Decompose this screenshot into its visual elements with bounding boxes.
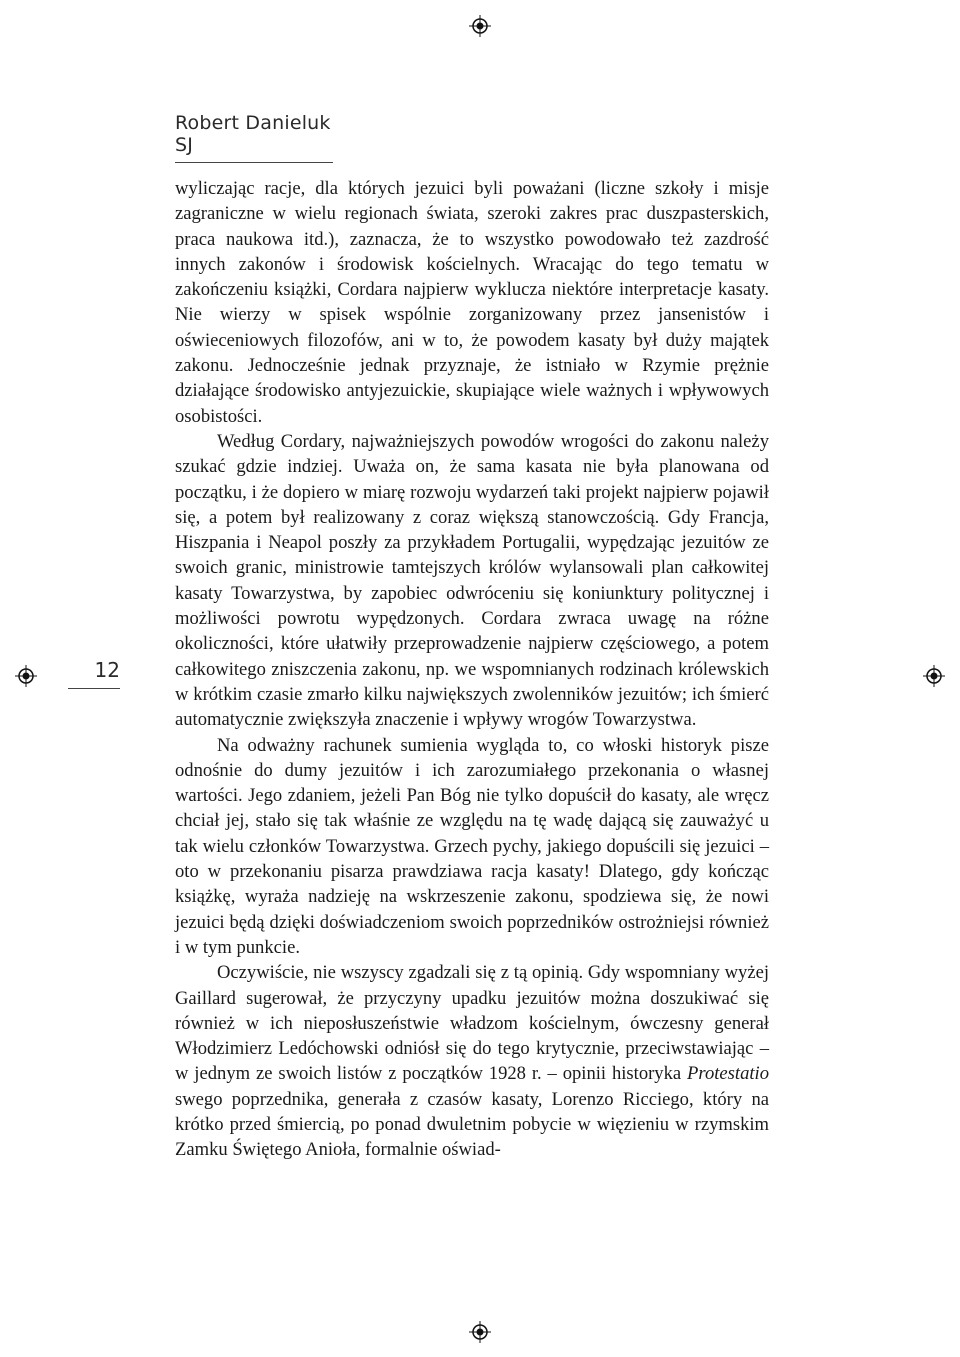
paragraph-1 <box>175 176 769 429</box>
running-header-author: Robert Danieluk SJ <box>175 112 333 163</box>
paragraph-text: wyliczając racje, dla których jezuici byli poważani (liczne szkoły i misje zagraniczne w wielu regionach świata, szeroki zakres prac duszpasterskich, praca naukowa itd.), zaznacza, że to wszystko powodowało też zazdrość innych zakonów i środowisk kościelnych. Wracając do tego tematu w zakończeniu książki, Cordara najpierw wyklucza niektóre interpretacje kasaty. Nie wierzy w spisek wspólnie zorganizowany przez jansenistów i oświeceniowych filozofów, ani w to, że powodem kasaty był duży majątek zakonu. Jednocześnie jednak przyznaje, że istniało w Rzymie prężnie działające środowisko antyjezuickie, skupiające wiele ważnych i wpływowych osobistości. <box>175 178 769 427</box>
paragraph-text: Według Cordary, najważniejszych powodów wrogości do zakonu należy szukać gdzie indziej. Uważa on, że sama kasata nie była planowana od początku, i że dopiero w miarę rozwoju wydarzeń taki projekt najpierw pojawił się, a potem był realizowany z coraz większą stanowczością. Gdy Francja, Hiszpania i Neapol poszły za przykładem Portugalii, wypędzając jezuitów ze swoich granic, ministrowie tamtejszych królów wylansowali plan całkowitej kasaty Towarzystwa, by zapobiec odwróceniu się koniunktury politycznej i możliwości powrotu wypędzonych. Cordara zwraca uwagę na różne okoliczności, które ułatwiły przeprowadzenie najpierw częściowego, a potem całkowitego zniszczenia zakonu, np. we wspomnianych rodzinach królewskich w krótkim czasie zmarło kilku największych zwolenników jezuitów; ich śmierć automatycznie zwiększyła znaczenie i wpływy wrogów Towarzystwa. <box>175 430 769 731</box>
registration-mark-top-icon <box>469 15 491 37</box>
paragraph-4 <box>175 960 769 1162</box>
paragraph-text: swego poprzednika, generała z czasów kasaty, Lorenzo Ricciego, który na krótko przed śmiercią, po ponad dwuletnim pobycie w więzieniu w rzymskim Zamku Świętego Anioła, formalnie oświad- <box>175 1088 769 1161</box>
body-text <box>175 176 769 1163</box>
registration-mark-left-icon <box>15 665 37 687</box>
paragraph-text: Oczywiście, nie wszyscy zgadzali się z tą opinią. Gdy wspomniany wyżej Gaillard sugerował, że przyczyny upadku jezuitów można doszukiwać się również w ich nieposłuszeństwie władzom kościelnym, ówczesny generał Włodzimierz Ledóchowski odniósł się do tego krytycznie, przeciwstawiając – w jednym ze swoich listów z początków 1928 r. – opinii historyka <box>175 962 769 1085</box>
registration-mark-right-icon <box>923 665 945 687</box>
italic-title: Protestatio <box>687 1063 769 1085</box>
paragraph-3 <box>175 733 769 961</box>
page-number: 12 <box>68 658 120 689</box>
paragraph-2 <box>175 429 769 733</box>
paragraph-text: Na odważny rachunek sumienia wygląda to, co włoski historyk pisze odnośnie do dumy jezuitów i ich zarozumiałego przekonania o własnej wartości. Jego zdaniem, jeżeli Pan Bóg nie tylko dopuścił do kasaty, ale wręcz chciał jej, stało się tak właśnie ze względu na tę wadę dającą się zauważyć u tak wielu członków Towarzystwa. Grzech pychy, jakiego dopuścili się jezuici – oto w przekonaniu pisarza prawdziawa racja kasaty! Dlatego, gdy kończąc książkę, wyraża nadzieję na wskrzeszenie zakonu, spodziewa się, że nowi jezuici będą dzięki doświadczeniom swoich poprzedników ostrożniejsi również i w tym punkcie. <box>175 734 769 958</box>
registration-mark-bottom-icon <box>469 1321 491 1343</box>
